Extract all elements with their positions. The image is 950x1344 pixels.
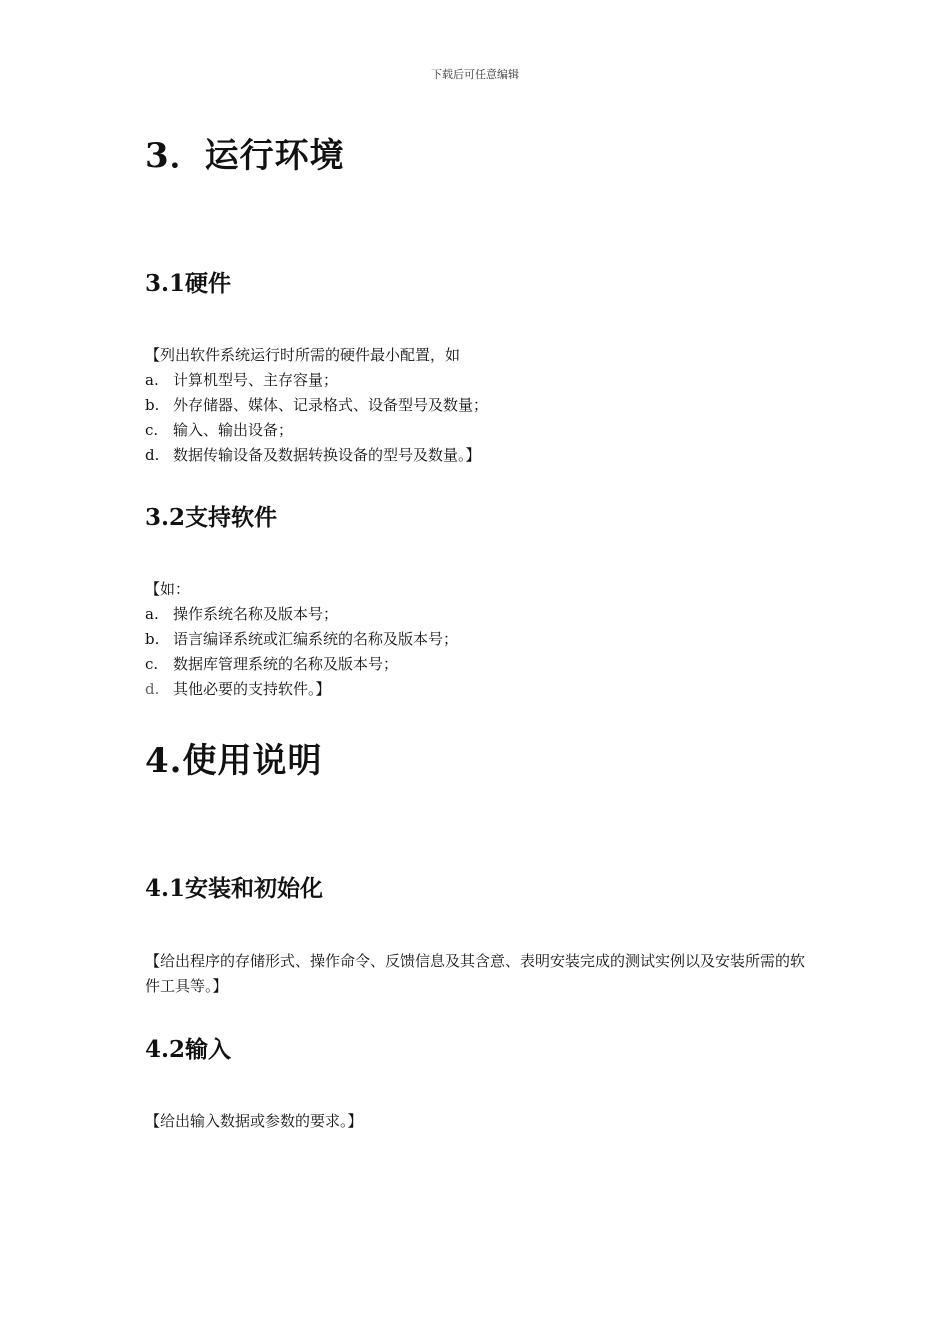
software-list <box>145 602 458 702</box>
section-4-2-heading: 4.2输入 <box>145 1036 232 1063</box>
list-item <box>145 602 458 627</box>
section-3-1-heading: 3.1硬件 <box>145 270 232 297</box>
list-item-text: 操作系统名称及版本号； <box>173 605 339 623</box>
list-item <box>145 418 488 443</box>
list-item-text: 计算机型号、主存容量； <box>173 371 339 389</box>
section-4-heading: 4.使用说明 <box>145 741 323 781</box>
list-item <box>145 652 458 677</box>
list-marker: c. <box>145 655 159 673</box>
list-marker: a. <box>145 605 159 623</box>
list-marker: a. <box>145 371 159 389</box>
list-item-text: 输入、输出设备； <box>173 421 294 439</box>
list-item <box>145 443 488 468</box>
list-item-text: 语言编译系统或汇编系统的名称及版本号； <box>173 630 459 648</box>
section-4-1-heading: 4.1安装和初始化 <box>145 875 324 902</box>
list-item <box>145 368 488 393</box>
list-item-text: 外存储器、媒体、记录格式、设备型号及数量； <box>173 396 489 414</box>
section-3-1-intro: 【列出软件系统运行时所需的硬件最小配置，如 <box>145 346 461 364</box>
list-item-text: 其他必要的支持软件。】 <box>173 680 331 698</box>
list-item <box>145 393 488 418</box>
hardware-list <box>145 368 488 468</box>
section-3-2-heading: 3.2支持软件 <box>145 504 278 531</box>
list-marker: b. <box>145 630 160 648</box>
section-3-heading: 3．运行环境 <box>145 136 345 176</box>
list-marker: b. <box>145 396 160 414</box>
list-item-text: 数据库管理系统的名称及版本号； <box>173 655 399 673</box>
list-item-text: 数据传输设备及数据转换设备的型号及数量。】 <box>173 446 481 464</box>
list-item <box>145 677 458 702</box>
list-marker: d. <box>145 446 160 464</box>
section-3-2-intro: 【如： <box>145 580 191 598</box>
section-4-2-body: 【给出输入数据或参数的要求。】 <box>145 1112 363 1130</box>
list-marker: c. <box>145 421 159 439</box>
page-header: 下载后可任意编辑 <box>431 68 519 81</box>
list-item <box>145 627 458 652</box>
list-marker: d. <box>145 680 160 698</box>
section-4-1-body: 【给出程序的存储形式、操作命令、反馈信息及其含意、表明安装完成的测试实例以及安装所需的软件工具等。】 <box>145 952 806 995</box>
